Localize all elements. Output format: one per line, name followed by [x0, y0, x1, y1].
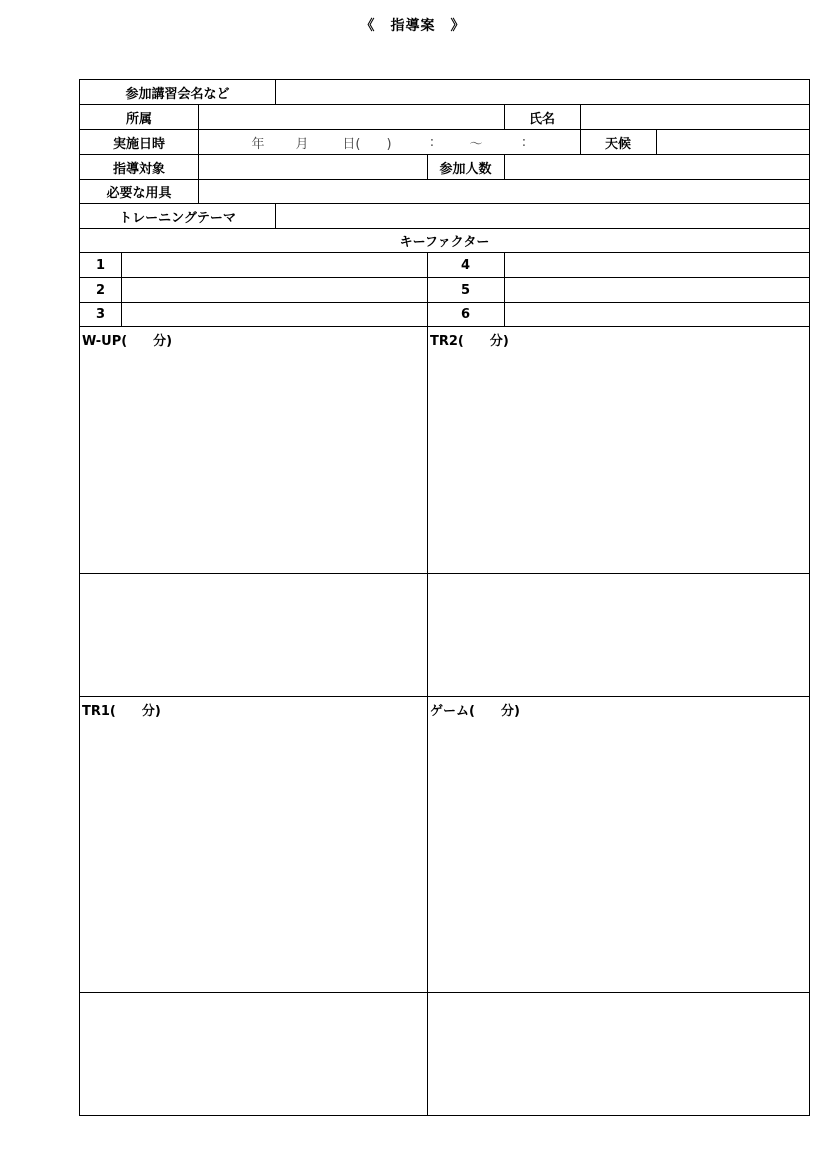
key-factor-number-1: 1 — [95, 257, 106, 273]
datetime-day: 日( ) — [342, 136, 392, 152]
key-factor-number-2: 2 — [95, 282, 106, 298]
affiliation-label: 所属 — [125, 111, 152, 127]
participants-field[interactable] — [505, 155, 809, 179]
target-field[interactable] — [199, 155, 427, 179]
weather-label: 天候 — [604, 136, 631, 152]
game-section-label: ゲーム( 分) — [430, 704, 520, 719]
session-label: 参加講習会名など — [125, 86, 230, 102]
datetime-label: 実施日時 — [112, 136, 165, 152]
target-label: 指導対象 — [112, 161, 165, 177]
name-field[interactable] — [581, 105, 809, 129]
session-field[interactable] — [276, 80, 809, 104]
affiliation-field[interactable] — [199, 105, 504, 129]
datetime-month: 月 — [295, 136, 309, 152]
wup-section-label: W-UP( 分) — [82, 334, 173, 349]
theme-field[interactable] — [276, 204, 809, 228]
key-factor-number-4: 4 — [460, 257, 471, 273]
tr1-section-label: TR1( 分) — [82, 704, 161, 719]
datetime-colon-end: : — [521, 134, 527, 150]
key-factor-header: キーファクター — [399, 235, 490, 250]
name-label: 氏名 — [528, 111, 555, 127]
key-factor-number-6: 6 — [460, 307, 471, 322]
participants-label: 参加人数 — [439, 161, 492, 177]
key-factor-number-5: 5 — [460, 282, 471, 298]
lesson-plan-form — [79, 79, 810, 1116]
datetime-tilde: ～ — [469, 136, 483, 152]
page-title: 《 指導案 》 — [360, 18, 466, 34]
weather-field[interactable] — [657, 130, 809, 154]
equipment-label: 必要な用具 — [106, 186, 172, 201]
datetime-year: 年 — [251, 136, 265, 152]
datetime-colon-start: : — [429, 134, 435, 150]
tr2-section-label: TR2( 分) — [430, 334, 509, 349]
equipment-field[interactable] — [199, 180, 809, 203]
key-factor-number-3: 3 — [95, 307, 106, 322]
theme-label: トレーニングテーマ — [119, 210, 236, 226]
